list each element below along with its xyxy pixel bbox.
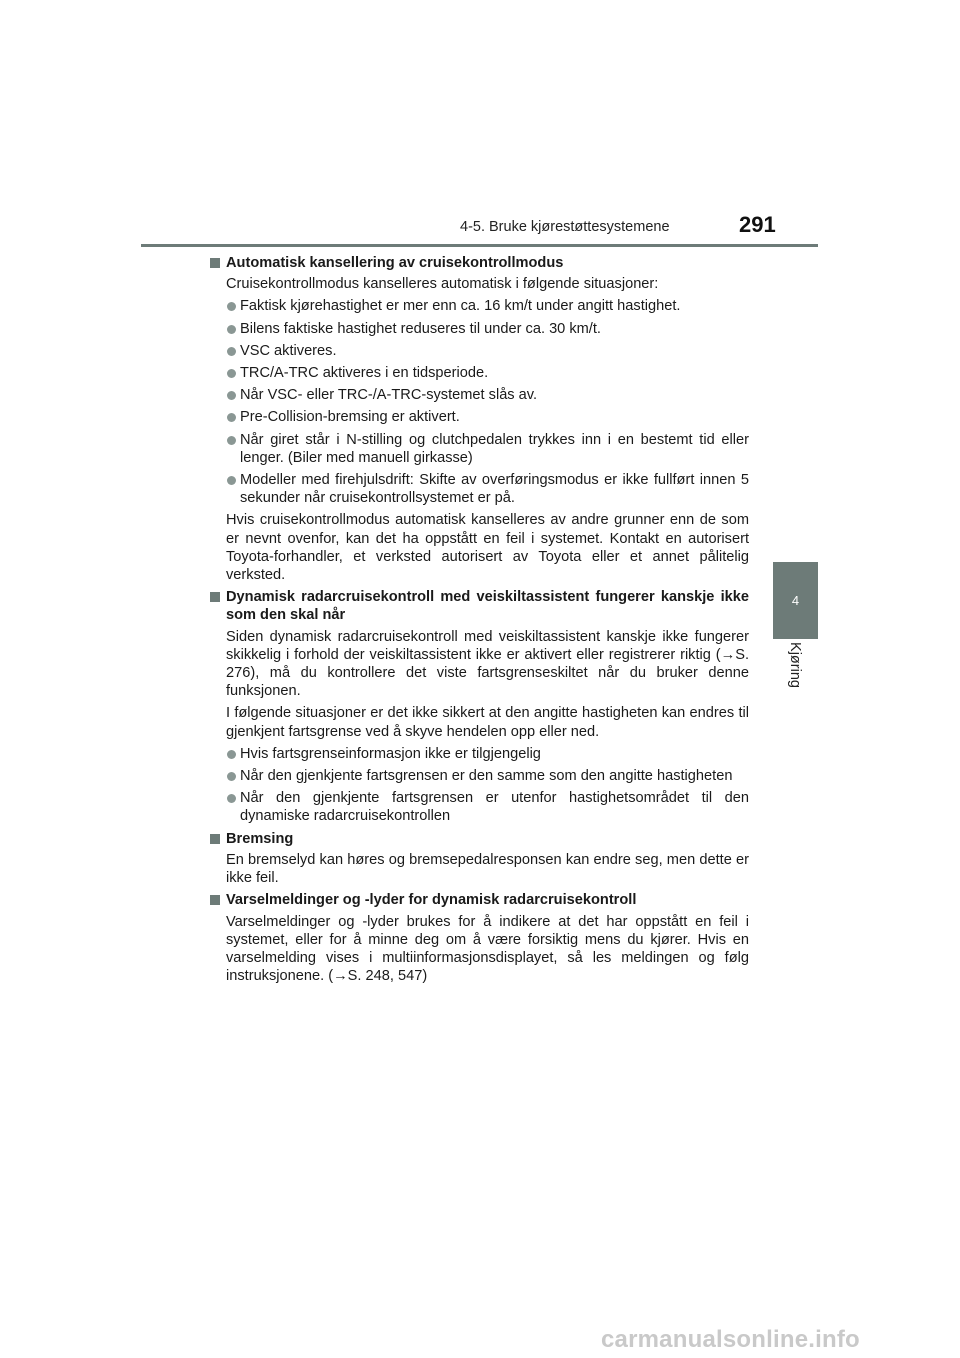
list-item: Bilens faktiske hastighet reduseres til under ca. 30 km/t.	[209, 320, 749, 338]
section-outro: Hvis cruisekontrollmodus automatisk kanselleres av andre grunner enn de som er nevnt ovenfor, kan det ha oppstått en feil i systemet. Kontakt en autorisert Toyota-forhandler, et verksted autorisert av Toyota eller et annet pålitelig verksted.	[226, 512, 749, 584]
list-item: Modeller med firehjulsdrift: Skifte av overføringsmodus er ikke fullført innen 5 sekunder når cruisekontrollsystemet er på.	[209, 471, 749, 507]
section-paragraph: Varselmeldinger og -lyder brukes for å indikere at det har oppstått en feil i systemet, eller for å minne deg om å være forsiktig mens du kjører. Hvis en varselmelding vises i multiinformasjonsdisplayet, så les meldingen og følg instruksjonene. (→S. 248, 547)	[226, 913, 749, 985]
bullet-dot-icon	[227, 369, 236, 378]
section-paragraph: I følgende situasjoner er det ikke sikkert at den angitte hastigheten kan endres til gjenkjent fartsgrense ved å skyve hendelen opp eller ned.	[226, 705, 749, 740]
list-item: VSC aktiveres.	[209, 342, 749, 360]
list-item: Pre-Collision-bremsing er aktivert.	[209, 408, 749, 426]
bullet-dot-icon	[227, 794, 236, 803]
watermark: carmanualsonline.info	[601, 1326, 860, 1353]
square-bullet-icon	[210, 834, 220, 844]
section-paragraph: Siden dynamisk radarcruisekontroll med veiskiltassistent kanskje ikke fungerer skikkelig i forhold der veiskiltassistent ikke er aktivert eller registrerer riktig (→S. 276), må du kontrollere det viste fartsgrenseskiltet når du bruker denne funksjonen.	[226, 628, 749, 700]
chapter-label: Kjøring	[787, 642, 803, 688]
section-intro: Cruisekontrollmodus kanselleres automatisk i følgende situasjoner:	[226, 276, 659, 293]
chapter-tab	[773, 562, 818, 639]
bullet-dot-icon	[227, 391, 236, 400]
square-bullet-icon	[210, 258, 220, 268]
header-divider	[141, 244, 818, 247]
square-bullet-icon	[210, 895, 220, 905]
section-heading: Bremsing	[209, 830, 749, 848]
list-item: Hvis fartsgrenseinformasjon ikke er tilgjengelig	[209, 745, 749, 763]
section-heading: Dynamisk radarcruisekontroll med veiskiltassistent fungerer kanskje ikke som den skal når	[209, 588, 749, 624]
square-bullet-icon	[210, 592, 220, 602]
list-item: Når den gjenkjente fartsgrensen er utenfor hastighetsområdet til den dynamiske radarcruisekontrollen	[209, 789, 749, 825]
bullet-dot-icon	[227, 750, 236, 759]
bullet-dot-icon	[227, 413, 236, 422]
bullet-dot-icon	[227, 772, 236, 781]
chapter-number: 4	[791, 593, 800, 608]
list-item: Når VSC- eller TRC-/A-TRC-systemet slås av.	[209, 386, 749, 404]
page-content	[209, 254, 749, 989]
bullet-dot-icon	[227, 302, 236, 311]
bullet-dot-icon	[227, 436, 236, 445]
bullet-dot-icon	[227, 325, 236, 334]
list-item: Faktisk kjørehastighet er mer enn ca. 16 km/t under angitt hastighet.	[209, 297, 749, 315]
list-item: TRC/A-TRC aktiveres i en tidsperiode.	[209, 364, 749, 382]
section-heading: Automatisk kansellering av cruisekontrollmodus	[209, 254, 749, 272]
list-item: Når giret står i N-stilling og clutchpedalen trykkes inn i en bestemt tid eller lenger. (Biler med manuell girkasse)	[209, 431, 749, 467]
header-section-title: 4-5. Bruke kjørestøttesystemene	[460, 219, 670, 235]
bullet-dot-icon	[227, 476, 236, 485]
bullet-dot-icon	[227, 347, 236, 356]
page-number: 291	[739, 212, 776, 237]
section-paragraph: En bremselyd kan høres og bremsepedalresponsen kan endre seg, men dette er ikke feil.	[226, 851, 749, 887]
section-heading: Varselmeldinger og -lyder for dynamisk radarcruisekontroll	[209, 891, 749, 909]
list-item: Når den gjenkjente fartsgrensen er den samme som den angitte hastigheten	[209, 767, 749, 785]
